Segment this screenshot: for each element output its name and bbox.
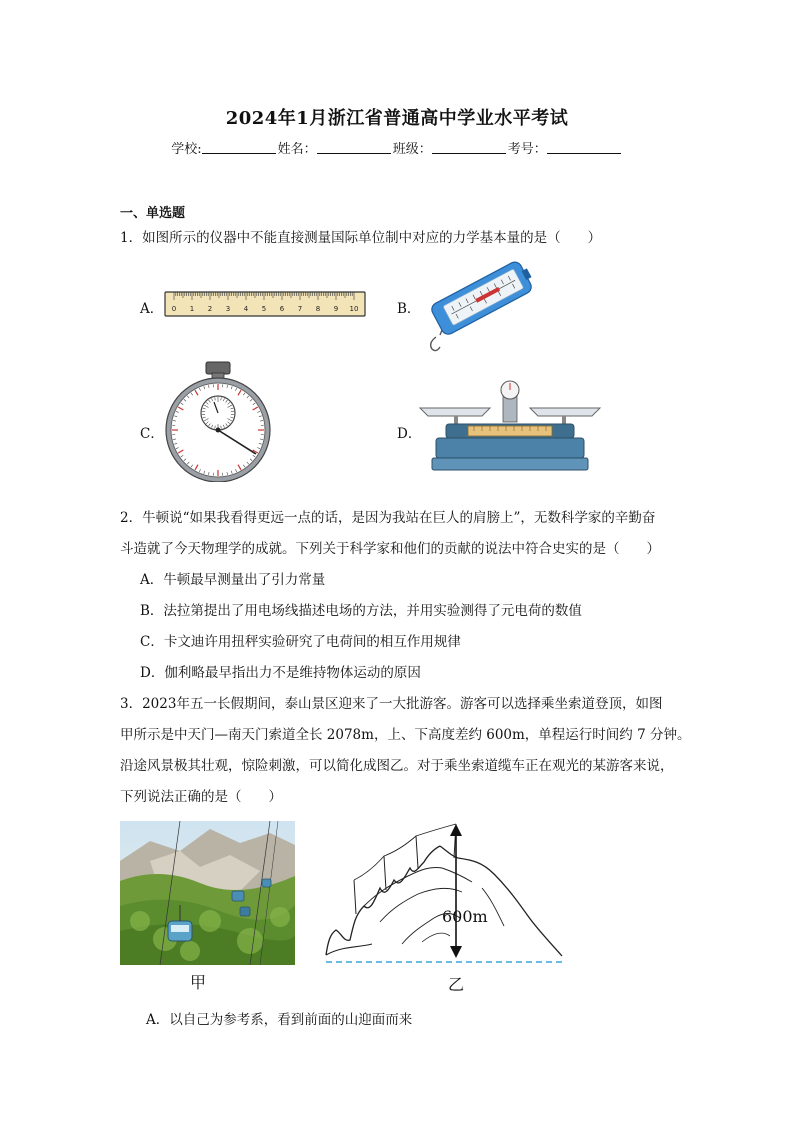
- q3-stem-line4: 下列说法正确的是（ ）: [120, 789, 282, 805]
- section-title: 一、单选题: [120, 206, 186, 221]
- q2-option-a: A．牛顿最早测量出了引力常量: [140, 572, 326, 588]
- q2-stem-line1: 2．牛顿说“如果我看得更远一点的话，是因为我站在巨人的肩膀上”，无数科学家的辛勤奋: [120, 510, 656, 526]
- spring-scale-image: [418, 255, 538, 355]
- class-blank[interactable]: [432, 141, 506, 154]
- q2-option-b: B．法拉第提出了用电场线描述电场的方法，并用实验测得了元电荷的数值: [140, 603, 582, 619]
- name-label: 姓名：: [277, 142, 317, 157]
- mountain-diagram: [322, 822, 570, 972]
- cable-car-photo: [120, 821, 295, 965]
- name-blank[interactable]: [317, 141, 391, 154]
- ruler-image: [164, 291, 366, 317]
- ruler-tick-label: 6: [279, 305, 285, 313]
- q1-option-c-label: C．: [140, 426, 164, 442]
- q3-stem-line2: 甲所示是中天门—南天门索道全长 2078m，上、下高度差约 600m，单程运行时间约 7 分钟。: [120, 727, 691, 743]
- q2-option-d: D．伽利略最早指出力不是维持物体运动的原因: [140, 665, 421, 681]
- school-blank[interactable]: [202, 141, 276, 154]
- student-info-line: [0, 138, 794, 157]
- ruler-tick-label: 8: [315, 305, 321, 313]
- q3-stem-line1: 3．2023年五一长假期间，泰山景区迎来了一大批游客。游客可以选择乘坐索道登顶，如图: [120, 696, 663, 712]
- exam-title: 2024年1月浙江省普通高中学业水平考试: [225, 108, 569, 129]
- ruler-tick-label: 7: [297, 305, 303, 313]
- height-label: 600m: [442, 907, 488, 926]
- figure-b-label: 乙: [448, 975, 465, 994]
- number-blank[interactable]: [547, 141, 621, 154]
- number-label: 考号：: [507, 142, 547, 157]
- school-label: 学校:: [171, 142, 202, 157]
- ruler-tick-label: 10: [349, 305, 359, 313]
- ruler-tick-label: 3: [225, 305, 231, 313]
- q3-stem-line3: 沿途风景极其壮观，惊险刺激，可以简化成图乙。对于乘坐索道缆车正在观光的某游客来说，: [120, 758, 674, 774]
- q3-option-a: A．以自己为参考系，看到前面的山迎面而来: [146, 1012, 413, 1028]
- q1-option-b-label: B．: [397, 301, 421, 317]
- ruler-tick-label: 5: [261, 305, 267, 313]
- ruler-tick-label: 4: [243, 305, 249, 313]
- stopwatch-image: [162, 360, 274, 482]
- ruler-tick-label: 1: [189, 305, 195, 313]
- balance-scale-image: [418, 380, 602, 475]
- ruler-tick-label: 9: [333, 305, 339, 313]
- figure-a-label: 甲: [190, 973, 207, 992]
- q1-option-a-label: A．: [140, 301, 164, 317]
- class-label: 班级：: [392, 142, 432, 157]
- q1-option-d-label: D．: [397, 426, 422, 442]
- q2-option-c: C．卡文迪许用扭秤实验研究了电荷间的相互作用规律: [140, 634, 461, 650]
- ruler-tick-label: 0: [171, 305, 177, 313]
- ruler-tick-label: 2: [207, 305, 213, 313]
- q2-stem-line2: 斗造就了今天物理学的成就。下列关于科学家和他们的贡献的说法中符合史实的是（ ）: [120, 541, 660, 557]
- q1-stem: 1．如图所示的仪器中不能直接测量国际单位制中对应的力学基本量的是（ ）: [120, 230, 602, 246]
